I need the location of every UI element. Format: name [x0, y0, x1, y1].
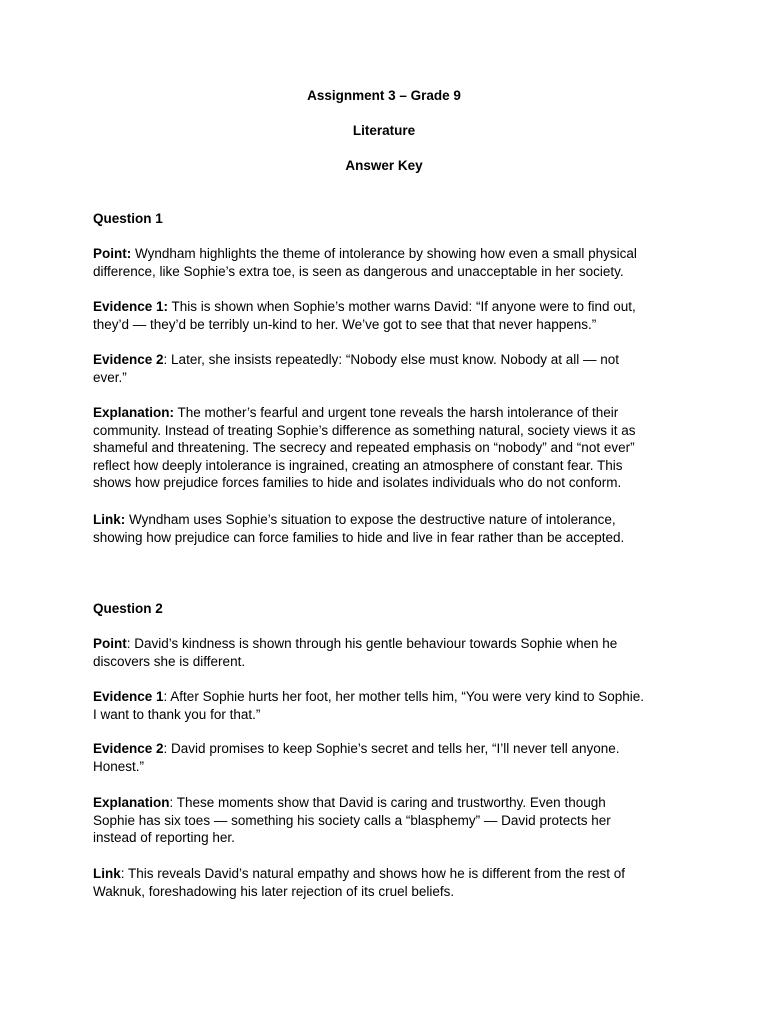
q2-evidence-1-label: Evidence 1 — [93, 689, 164, 704]
q1-evidence-2-paragraph — [93, 351, 683, 386]
q2-point-line-1: : David’s kindness is shown through his gentle behaviour towards Sophie when he — [126, 636, 618, 651]
q2-explanation-paragraph — [93, 794, 683, 847]
q1-evidence-1-paragraph — [93, 298, 683, 333]
q1-evidence-1-line-2: they’d — they’d be terribly un-kind to her. We’ve got to see that that never happens.” — [93, 316, 597, 332]
q1-point-paragraph — [93, 245, 683, 280]
text-line — [93, 351, 683, 369]
q2-evidence-1-paragraph — [93, 688, 683, 723]
document-subject: Literature — [352, 123, 416, 138]
q1-link-paragraph — [93, 511, 683, 546]
q2-link-label: Link — [93, 866, 121, 881]
text-line — [93, 245, 683, 263]
q2-link-paragraph — [93, 865, 683, 900]
q1-explanation-paragraph — [93, 404, 683, 492]
q2-point-label: Point — [93, 636, 127, 651]
q1-link-line-2: showing how prejudice can force families to hide and live in fear rather than be accepted. — [93, 529, 625, 545]
q1-evidence-2-line-1: : Later, she insists repeatedly: “Nobody else must know. Nobody at all — not — [163, 352, 620, 367]
document-type: Answer Key — [345, 158, 423, 173]
q2-evidence-2-line-1: : David promises to keep Sophie’s secret and tells her, “I’ll never tell anyone. — [163, 741, 620, 756]
q1-explanation-line-3: shameful and threatening. The secrecy and repeated emphasis on “nobody” and “not ever” — [93, 440, 635, 455]
q1-point-line-2: difference, like Sophie’s extra toe, is seen as dangerous and unacceptable in her society. — [93, 263, 624, 279]
q2-evidence-1-line-2: I want to thank you for that.” — [93, 706, 261, 722]
q2-evidence-2-line-2: Honest.” — [93, 758, 145, 774]
question-2-heading: Question 2 — [93, 601, 163, 616]
q1-link-line-1: Wyndham uses Sophie’s situation to expose the destructive nature of intolerance, — [125, 512, 616, 527]
q1-explanation-line-2: community. Instead of treating Sophie’s difference as something natural, society views it as — [93, 422, 636, 438]
q2-explanation-line-3: instead of reporting her. — [93, 830, 235, 845]
q1-evidence-1-line-1: This is shown when Sophie’s mother warns David: “If anyone were to find out, — [168, 299, 636, 314]
text-line — [93, 740, 683, 758]
q1-explanation-line-4: reflect how deeply intolerance is ingrained, creating an atmosphere of constant fear. This — [93, 457, 623, 473]
q2-evidence-2-paragraph — [93, 740, 683, 775]
question-1-heading: Question 1 — [93, 211, 163, 226]
text-line — [93, 511, 683, 529]
q2-point-line-2: discovers she is different. — [93, 653, 246, 669]
q1-evidence-2-label: Evidence 2 — [93, 352, 164, 367]
q2-evidence-1-line-1: : After Sophie hurts her foot, her mother tells him, “You were very kind to Sophie. — [163, 689, 645, 704]
q1-point-label: Point: — [93, 246, 132, 261]
q2-explanation-line-2: Sophie has six toes — something his society calls a “blasphemy” — David protects her — [93, 812, 611, 828]
q2-evidence-2-label: Evidence 2 — [93, 741, 164, 756]
q1-evidence-1-label: Evidence 1: — [93, 299, 169, 314]
q2-link-line-1: : This reveals David’s natural empathy and shows how he is different from the rest of — [120, 866, 626, 881]
text-line — [93, 794, 683, 812]
q2-explanation-line-1: : These moments show that David is caring and trustworthy. Even though — [169, 795, 606, 810]
q2-point-paragraph — [93, 635, 683, 670]
text-line — [93, 298, 683, 316]
q2-link-line-2: Waknuk, foreshadowing his later rejection of its cruel beliefs. — [93, 883, 455, 899]
text-line — [93, 688, 683, 706]
q1-point-line-1: Wyndham highlights the theme of intolerance by showing how even a small physical — [131, 246, 637, 261]
q1-explanation-line-1: The mother’s fearful and urgent tone reveals the harsh intolerance of their — [174, 405, 619, 420]
q1-evidence-2-line-2: ever.” — [93, 369, 127, 385]
q1-link-label: Link: — [93, 512, 126, 527]
q1-explanation-label: Explanation: — [93, 405, 175, 420]
text-line — [93, 404, 683, 422]
text-line — [93, 635, 683, 653]
q2-explanation-label: Explanation — [93, 795, 170, 810]
q1-explanation-line-5: shows how prejudice forces families to hide and isolates individuals who do not conform. — [93, 475, 622, 490]
text-line — [93, 865, 683, 883]
document-title: Assignment 3 – Grade 9 — [307, 88, 461, 103]
